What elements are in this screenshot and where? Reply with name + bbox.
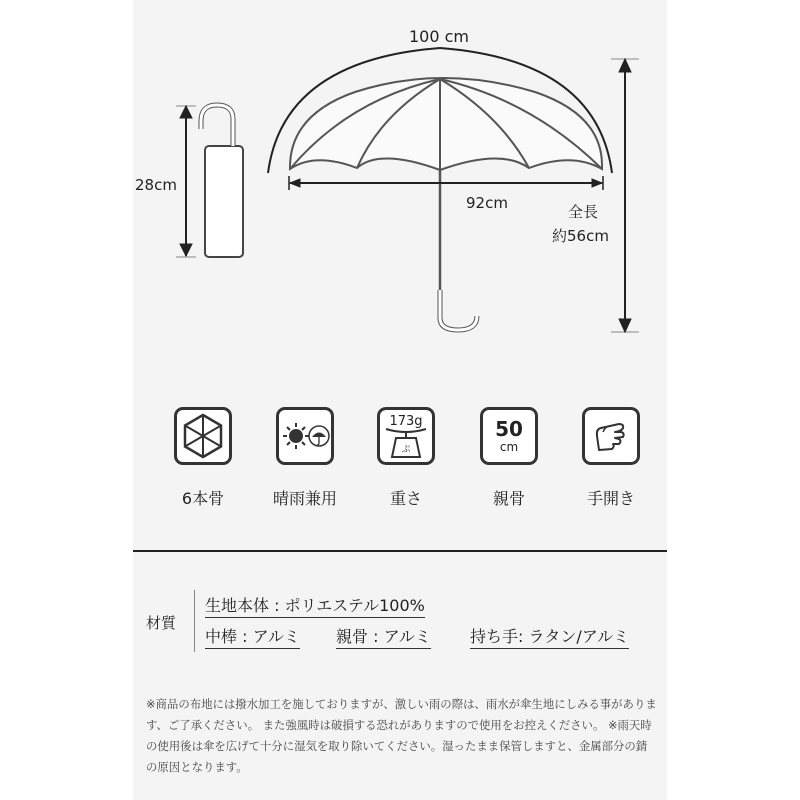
care-note: ※商品の布地には撥水加工を施しておりますが、激しい雨の際は、雨水が傘生地にしみる事があります、ご了承ください。 また強風時は破損する恐れがありますので使用をお控えください。 ※雨天時の使用後は傘を広げて十分に湿気を取り除いてください。湿ったまま保管しますと、金属部分の錆の原因となります。 (146, 697, 657, 774)
total-length-label-line1: 全長 (568, 203, 599, 221)
materials-separator (194, 590, 195, 652)
materials-heading: 材質 (146, 614, 177, 632)
feature-label-sun-rain: 晴雨兼用 (272, 489, 337, 508)
folded-height-arrow (176, 106, 196, 257)
width-label: 100 cm (409, 27, 470, 46)
sun-rain-icon (276, 407, 334, 465)
folded-umbrella-icon (201, 105, 243, 257)
hand-open-icon (582, 407, 640, 465)
scale-icon (377, 407, 435, 465)
svg-text:ぷ: ぷ (401, 445, 411, 455)
feature-label-open-type: 手開き (586, 489, 635, 508)
span-arrow (289, 176, 603, 190)
folded-height-label: 28cm (135, 176, 177, 194)
material-shaft: 中棒 : アルミ (205, 624, 300, 649)
total-length-label-line2: 約56cm (552, 227, 609, 245)
open-umbrella-icon (290, 78, 602, 330)
section-divider (133, 550, 667, 552)
weight-value: 173g (389, 414, 423, 429)
material-fabric: 生地本体 : ポリエステル100% (205, 593, 425, 618)
material-handle: 持ち手: ラタン/アルミ (470, 624, 629, 649)
rib-length-icon (480, 407, 538, 465)
span-label: 92cm (466, 194, 508, 212)
hexagon-ribs-icon (174, 407, 232, 465)
rib-length-unit: cm (499, 440, 519, 454)
total-length-arrow (611, 59, 639, 332)
feature-label-weight: 重さ (389, 489, 422, 508)
feature-label-rib-length: 親骨 (492, 489, 525, 508)
feature-label-ribs: 6本骨 (181, 489, 225, 508)
rib-length-value: 50 (495, 417, 523, 441)
material-ribs: 親骨 : アルミ (336, 624, 431, 649)
